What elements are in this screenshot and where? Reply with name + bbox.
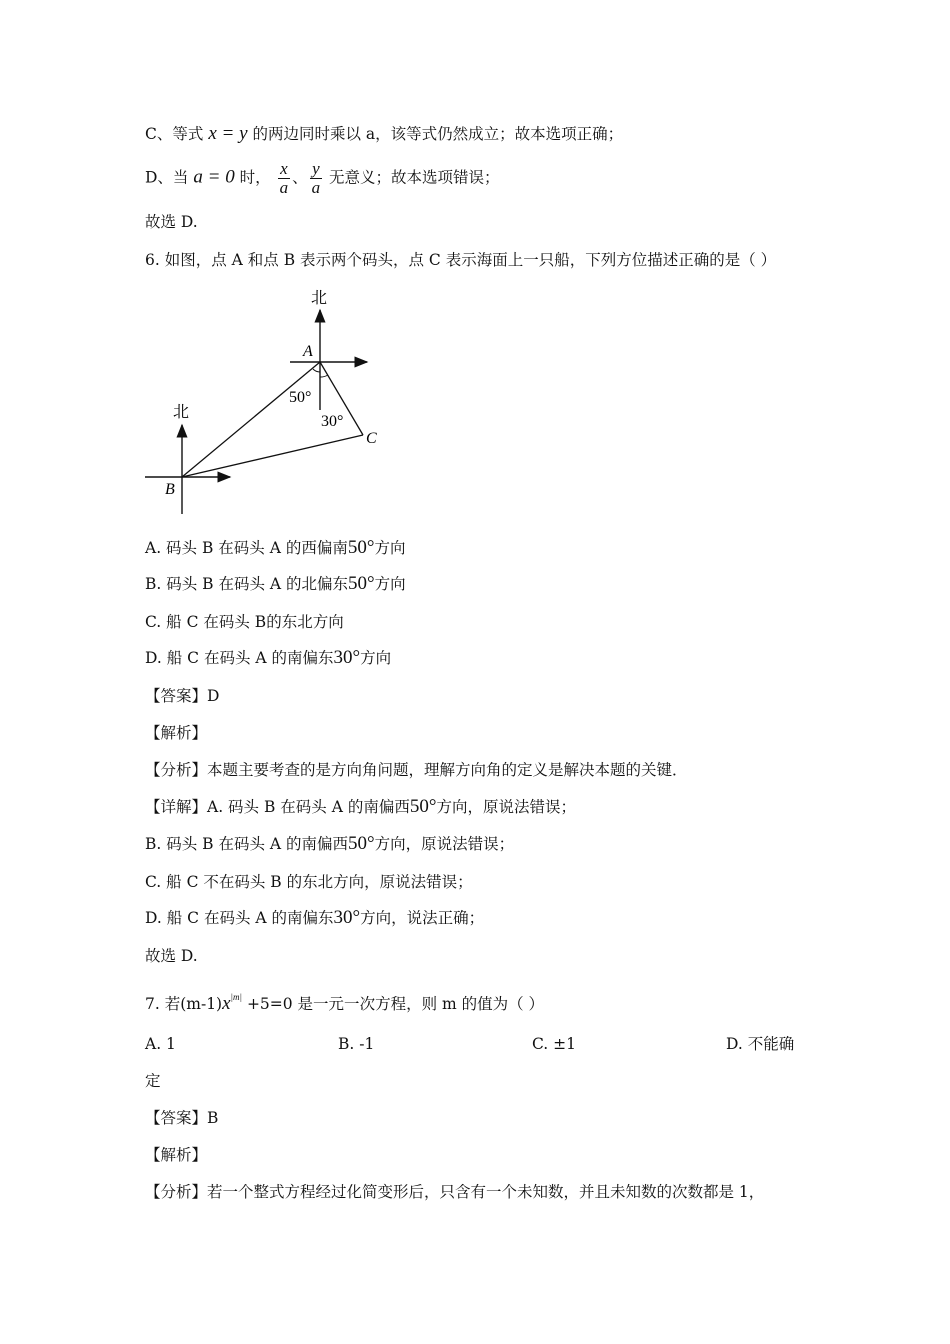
q5-line-c: C、等式 x = y 的两边同时乘以 a，该等式仍然成立；故本选项正确；: [145, 123, 624, 144]
point-b-label: B: [165, 481, 175, 498]
q5-conclusion: 故选 D.: [145, 213, 198, 231]
angle-50-label: 50°: [289, 389, 312, 406]
q6-detail-a: 【详解】A. 码头 B 在码头 A 的南偏西50°方向，原说法错误；: [145, 796, 576, 817]
angle-30-label: 30°: [321, 413, 344, 430]
q7-answer: 【答案】B: [145, 1109, 219, 1127]
q7-stem: 7. 若$(m-1)x^{|m|} +5=0$ 是一元一次方程，则 m 的值为（ ）: [145, 992, 545, 1014]
point-c-label: C: [366, 430, 377, 447]
q7-option-c: C. ±1: [532, 1035, 577, 1053]
q6-stem: 6. 如图，点 A 和点 B 表示两个码头，点 C 表示海面上一只船，下列方位描述正确的是（ ）: [145, 251, 777, 269]
q7-analysis-title: 【解析】: [145, 1146, 208, 1164]
q7-option-d-wrap: 定: [145, 1072, 161, 1090]
fraction-x-over-a: $\frac{x}{a}$: [279, 159, 289, 197]
north-label-b: 北: [173, 404, 190, 421]
point-a-label: A: [303, 343, 313, 360]
q6-option-b: B. 码头 B 在码头 A 的北偏东50°方向: [145, 573, 406, 594]
angle-arc-50: [313, 369, 320, 372]
q7-option-d: D. 不能确: [726, 1035, 795, 1053]
q5-line-d: D、当 a = 0 时， $\frac{x}{a}$ 、 $\frac{y}{a}$ 无意义；故本选项错误；: [145, 159, 500, 197]
q7-analysis: 【分析】若一个整式方程经过化简变形后，只含有一个未知数，并且未知数的次数都是 1，: [145, 1183, 765, 1201]
q6-conclusion: 故选 D.: [145, 947, 198, 965]
q7-option-b: B. -1: [338, 1035, 375, 1053]
fraction-y-over-a: $\frac{y}{a}$: [311, 159, 321, 197]
q6-detail-b: B. 码头 B 在码头 A 的南偏西50°方向，原说法错误；: [145, 833, 515, 854]
direction-figure: [135, 285, 395, 525]
q6-option-c: C. 船 C 在码头 B的东北方向: [145, 613, 344, 631]
q6-detail-c: C. 船 C 不在码头 B 的东北方向，原说法错误；: [145, 873, 473, 891]
q6-analysis: 【分析】本题主要考查的是方向角问题，理解方向角的定义是解决本题的关键．: [145, 761, 688, 779]
q6-option-d: D. 船 C 在码头 A 的南偏东30°方向: [145, 647, 392, 668]
q6-analysis-title: 【解析】: [145, 724, 208, 742]
segment-bc: [182, 435, 363, 477]
equation-x-eq-y: x = y: [208, 123, 248, 144]
q6-option-a: A. 码头 B 在码头 A 的西偏南50°方向: [145, 537, 406, 558]
north-label-a: 北: [311, 290, 328, 307]
q6-detail-d: D. 船 C 在码头 A 的南偏东30°方向，说法正确；: [145, 907, 485, 928]
q7-option-a: A. 1: [145, 1035, 176, 1053]
q6-answer: 【答案】D: [145, 687, 220, 705]
segment-ab: [182, 362, 320, 477]
angle-arc-30: [320, 375, 328, 377]
equation-a-eq-0: a = 0: [193, 166, 235, 188]
